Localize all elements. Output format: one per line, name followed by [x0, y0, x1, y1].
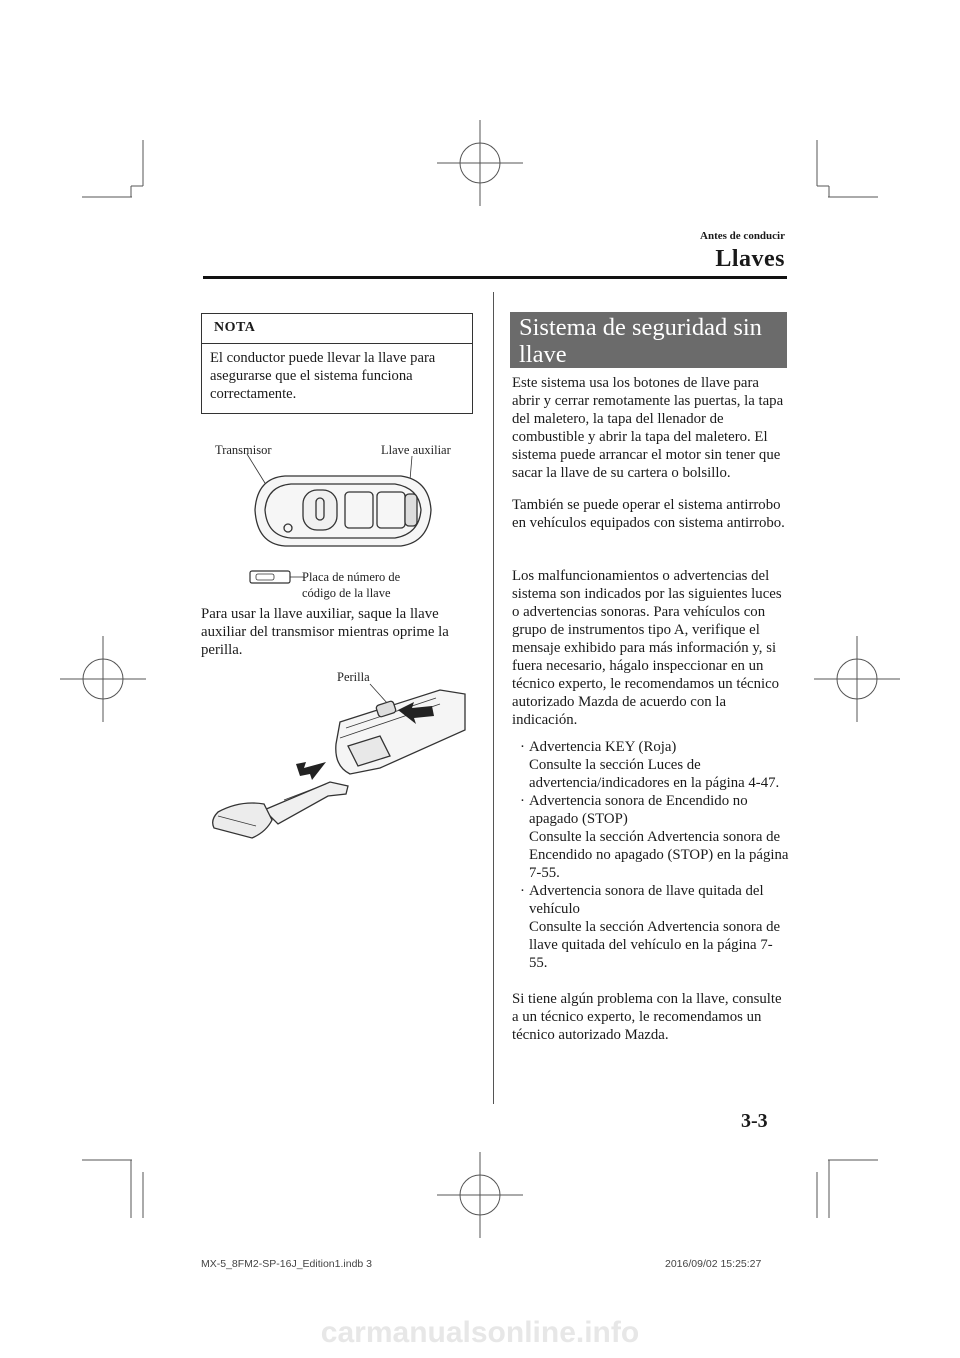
label-perilla: Perilla — [337, 670, 370, 684]
list-item-ref: Consulte la sección Luces de advertencia/indicadores en la página 4-47. — [529, 757, 780, 791]
left-paragraph: Para usar la llave auxiliar, saque la llave auxiliar del transmisor mientras oprime la perilla. — [201, 606, 449, 658]
list-item-title: Advertencia KEY (Roja) — [529, 739, 677, 755]
label-transmisor: Transmisor — [215, 443, 272, 457]
list-item-title: Advertencia sonora de llave quitada del vehículo — [529, 883, 764, 917]
chapter-title: Antes de conducir — [700, 230, 785, 242]
header-rule — [203, 276, 787, 279]
list-item — [520, 738, 790, 792]
footer-file: MX-5_8FM2-SP-16J_Edition1.indb 3 — [201, 1258, 373, 1270]
note-box — [201, 313, 473, 414]
section-heading-line2: llave — [519, 341, 567, 368]
column-divider — [493, 292, 494, 1104]
list-item — [520, 882, 790, 972]
list-item — [520, 792, 790, 882]
bullet-dot: · — [520, 883, 525, 899]
section-title: Llaves — [715, 246, 785, 272]
label-placa-line2: código de la llave — [302, 586, 391, 600]
section-heading-line1: Sistema de seguridad sin — [519, 314, 762, 341]
label-placa-line1: Placa de número de — [302, 570, 401, 584]
section-heading — [510, 312, 787, 368]
section-para-4: Si tiene algún problema con la llave, consulte a un técnico experto, le recomendamos un técnico autorizado Mazda. — [512, 991, 782, 1043]
warning-list — [520, 738, 790, 972]
list-item-ref: Consulte la sección Advertencia sonora de llave quitada del vehículo en la página 7-55. — [529, 919, 781, 971]
note-title: NOTA — [202, 314, 472, 344]
label-llave-auxiliar: Llave auxiliar — [381, 443, 451, 457]
key-code-plate-icon — [248, 569, 308, 585]
section-para-3: Los malfuncionamientos o advertencias del sistema son indicados por las siguientes luces o advertencias sonoras. Para vehículos con grupo de instrumentos tipo A, verifique el mensaje exhibido para más información y, si fuera necesario, hágalo inspeccionar en un técnico experto, le recomendamos un técnico autorizado Mazda de acuerdo con la indicación. — [512, 568, 782, 728]
section-para-2: También se puede operar el sistema antirrobo en vehículos equipados con sistema antirrobo. — [512, 497, 785, 531]
watermark: carmanualsonline.info — [320, 1316, 640, 1349]
section-para-1: Este sistema usa los botones de llave para abrir y cerrar remotamente las puertas, la tapa del maletero, la tapa del llenador de combustible y abrir la tapa del maletero. El sistema puede arrancar el motor sin tener que sacar la llave de su cartera o bolsillo. — [512, 375, 784, 481]
footer-datetime: 2016/09/02 15:25:27 — [665, 1258, 762, 1270]
aux-key-illustration — [200, 670, 470, 860]
list-item-ref: Consulte la sección Advertencia sonora de Encendido no apagado (STOP) en la página 7-55. — [529, 829, 789, 881]
bullet-dot: · — [520, 739, 525, 755]
note-text: El conductor puede llevar la llave para asegurarse que el sistema funciona correctamente. — [210, 350, 436, 402]
bullet-dot: · — [520, 793, 525, 809]
list-item-title: Advertencia sonora de Encendido no apagado (STOP) — [529, 793, 748, 827]
page-number: 3-3 — [741, 1110, 768, 1132]
